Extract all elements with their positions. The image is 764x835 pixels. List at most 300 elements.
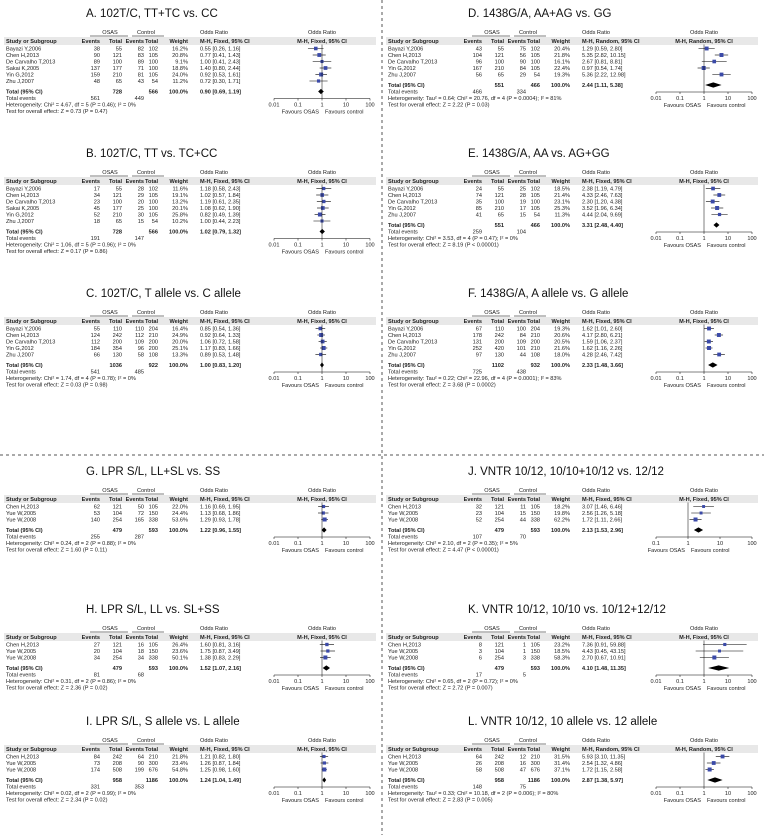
weight-value: 16.1% [554, 59, 570, 66]
weight-value: 37.1% [554, 767, 570, 774]
weight-header: Weight [551, 39, 570, 45]
panel-j [386, 466, 758, 554]
total-events-label: Total events [388, 369, 418, 376]
osas-header: OSAS [484, 488, 500, 494]
effect-square [719, 53, 723, 57]
x-tick-label: 0.1 [294, 541, 302, 547]
effect-square [712, 656, 716, 660]
osas-total: 100 [494, 199, 504, 206]
osas-total: 104 [112, 511, 122, 517]
or-header-right: Odds Ratio [690, 170, 718, 176]
favours-osas-label: Favours OSAS [281, 249, 319, 256]
or-header-left: Odds Ratio [582, 170, 610, 176]
control-events: 34 [137, 655, 144, 662]
total-events-label: Total events [388, 229, 418, 236]
panel-f [386, 288, 758, 389]
odds-ratio-ci: 0.89 [0.53, 1.48] [200, 352, 241, 359]
x-tick-label: 1 [702, 236, 706, 242]
table-row [388, 505, 714, 511]
pooled-diamond [694, 527, 703, 532]
pooled-odds-ratio: 2.87 [1.38, 5.97] [582, 778, 624, 784]
study-name: Chen H,2013 [388, 333, 421, 339]
control-total: 338 [530, 655, 540, 662]
osas-total: 110 [495, 326, 504, 333]
osas-events: 96 [475, 59, 482, 66]
study-name: De Carvalho T,2013 [388, 339, 438, 346]
study-name: Yue W,2008 [388, 517, 419, 524]
weight-value: 16.4% [172, 326, 188, 333]
odds-ratio-ci: 1.38 [0.83, 2.29] [200, 655, 241, 662]
weight-header: Weight [169, 319, 188, 325]
control-total-header: Total [527, 319, 540, 325]
table-row [6, 656, 331, 662]
odds-ratio-ci: 2.67 [0.81, 8.81] [582, 59, 623, 66]
osas-total: 65 [497, 212, 504, 219]
x-tick-label: 1 [702, 376, 706, 382]
osas-header: OSAS [102, 310, 118, 316]
osas-events: 23 [475, 511, 482, 517]
x-tick-label: 1 [702, 679, 706, 685]
osas-total-header: Total [109, 39, 122, 45]
table-row [6, 643, 334, 649]
table-row [388, 643, 747, 649]
osas-total: 242 [112, 333, 122, 339]
osas-events: 64 [475, 754, 482, 761]
table-row [6, 66, 331, 72]
control-events: 16 [137, 642, 144, 649]
overall-effect-test: Test for overall effect: Z = 2.83 (P = 0.005) [388, 797, 493, 804]
table-row [6, 518, 328, 524]
x-tick-label: 10 [716, 541, 724, 547]
osas-total: 100 [112, 199, 122, 206]
model-header-left: M-H, Fixed, 95% CI [200, 747, 250, 753]
total-events-label: Total events [388, 672, 418, 679]
x-tick-label: 10 [724, 236, 732, 242]
weight-value: 20.8% [172, 53, 188, 59]
x-tick-label: 0.1 [294, 102, 302, 109]
osas-events-sum: 81 [93, 672, 100, 679]
osas-total: 242 [494, 333, 504, 339]
total-label: Total (95% CI) [6, 89, 43, 96]
study-name: Zhu J,2007 [388, 212, 416, 219]
odds-ratio-ci: 0.97 [0.54, 1.74] [582, 66, 623, 72]
odds-ratio-ci: 2.70 [0.67, 10.91] [582, 655, 626, 662]
osas-total: 65 [115, 79, 122, 85]
x-tick-label: 100 [365, 679, 375, 685]
panel-l [386, 716, 758, 804]
effect-square [707, 340, 711, 344]
or-header-right: Odds Ratio [308, 488, 336, 494]
osas-total: 130 [112, 352, 122, 359]
osas-total-header: Total [491, 319, 504, 325]
control-total-sum: 593 [148, 528, 158, 534]
control-events: 100 [516, 326, 526, 333]
control-events: 64 [137, 754, 144, 761]
table-row [6, 340, 327, 346]
model-header-right: M-H, Fixed, 95% CI [679, 635, 729, 641]
control-events-header: Events [125, 747, 144, 753]
table-row [388, 761, 720, 767]
x-tick-label: 100 [747, 541, 757, 547]
osas-events-header: Events [463, 635, 482, 641]
osas-events-header: Events [463, 497, 482, 503]
osas-events: 131 [472, 339, 482, 346]
osas-events-sum: 331 [90, 784, 100, 791]
panel-title: D. 1438G/A, AA+AG vs. GG [468, 8, 612, 20]
control-events-header: Events [507, 39, 526, 45]
x-tick-label: 10 [342, 541, 350, 547]
effect-square [319, 327, 323, 331]
overall-effect-test: Test for overall effect: Z = 8.19 (P < 0.00001) [388, 242, 499, 249]
x-tick-label: 0.1 [294, 679, 302, 685]
control-total: 105 [530, 206, 540, 212]
study-name: Yin G,2012 [6, 212, 34, 219]
or-header-left: Odds Ratio [200, 626, 228, 632]
model-header-left: M-H, Fixed, 95% CI [200, 497, 250, 503]
effect-square [694, 518, 698, 522]
control-events: 44 [519, 352, 526, 359]
total-row [388, 82, 722, 89]
osas-header: OSAS [484, 170, 500, 176]
weight-value: 21.8% [172, 754, 188, 761]
control-total-sum: 593 [148, 666, 158, 672]
control-header: Control [518, 626, 538, 632]
osas-total: 200 [112, 339, 122, 346]
study-name: Bayazi Y,2006 [6, 46, 42, 53]
panel-i [4, 716, 376, 804]
pooled-odds-ratio: 1.02 [0.79, 1.32] [200, 229, 242, 236]
osas-events-sum: 107 [472, 534, 482, 541]
control-total: 105 [530, 193, 540, 199]
control-total: 338 [148, 655, 158, 662]
x-tick-label: 10 [724, 376, 732, 382]
pooled-odds-ratio: 2.44 [1.11, 5.38] [582, 83, 623, 89]
total-row [6, 777, 326, 784]
study-name: Yue W,2005 [6, 649, 37, 655]
weight-value: 19.3% [554, 72, 570, 79]
effect-square [321, 340, 325, 344]
table-row [6, 505, 329, 511]
effect-square [325, 643, 328, 646]
osas-total: 55 [497, 186, 504, 193]
osas-total-sum: 728 [112, 229, 122, 236]
control-total: 150 [148, 649, 158, 655]
heterogeneity-stats: Heterogeneity: Chi² = 2.10, df = 2 (P = 0.35); I² = 5% [388, 541, 518, 547]
panel-title: I. LPR S/L, S allele vs. L allele [86, 716, 240, 728]
osas-total: 208 [494, 761, 504, 767]
or-header-right: Odds Ratio [308, 738, 336, 744]
osas-total: 508 [112, 767, 122, 774]
weight-value: 18.5% [554, 186, 570, 193]
control-total-header: Total [527, 497, 540, 503]
x-tick-label: 0.1 [294, 791, 302, 797]
total-events-label: Total events [6, 784, 36, 791]
model-header-right: M-H, Fixed, 95% CI [297, 39, 347, 45]
osas-events-sum: 148 [472, 784, 482, 791]
total-weight: 100.0% [169, 778, 188, 784]
study-name: Chen H,2013 [388, 754, 421, 761]
overall-effect-test: Test for overall effect: Z = 4.47 (P < 0.00001) [388, 547, 499, 554]
osas-total-sum: 551 [494, 223, 504, 229]
osas-header: OSAS [484, 310, 500, 316]
weight-value: 53.6% [172, 517, 188, 524]
osas-total-sum: 479 [112, 666, 122, 672]
panel-title: C. 102T/C, T allele vs. C allele [86, 288, 241, 300]
table-row [6, 761, 328, 767]
odds-ratio-ci: 1.60 [0.81, 3.16] [200, 642, 241, 649]
heterogeneity-stats: Heterogeneity: Chi² = 0.31, df = 2 (P = 0.86); I² = 0% [6, 679, 136, 685]
control-total: 54 [151, 219, 158, 225]
control-total-sum: 593 [530, 528, 540, 534]
control-events-sum: 287 [134, 534, 144, 541]
weight-value: 10.2% [172, 219, 188, 225]
odds-ratio-ci: 1.40 [0.80, 2.44] [200, 66, 241, 72]
odds-ratio-ci: 2.38 [1.19, 4.79] [582, 186, 623, 193]
weight-value: 23.4% [172, 761, 188, 767]
overall-effect-test: Test for overall effect: Z = 2.72 (P = 0.007) [388, 685, 493, 692]
x-tick-label: 0.01 [268, 242, 280, 249]
x-tick-label: 10 [724, 791, 732, 797]
weight-value: 25.3% [554, 206, 570, 212]
panel-title: J. VNTR 10/12, 10/10+10/12 vs. 12/12 [468, 466, 664, 478]
control-header: Control [518, 738, 538, 744]
favours-control-label: Favours control [325, 686, 364, 692]
panel-b [4, 148, 376, 256]
odds-ratio-ci: 7.36 [0.91, 59.88] [582, 642, 626, 649]
odds-ratio-ci: 1.21 [0.82, 1.80] [200, 754, 241, 761]
x-tick-label: 1 [320, 791, 324, 797]
control-events: 110 [135, 326, 144, 333]
control-total-header: Total [527, 747, 540, 753]
total-events-label: Total events [6, 534, 36, 541]
osas-events: 6 [478, 655, 482, 662]
table-row [6, 346, 327, 352]
overall-effect-test: Test for overall effect: Z = 1.60 (P = 0.11) [6, 547, 108, 554]
odds-ratio-ci: 2.30 [1.20, 4.38] [582, 199, 623, 206]
table-row [6, 53, 326, 59]
total-weight: 100.0% [169, 229, 188, 236]
pooled-diamond [708, 665, 729, 670]
odds-ratio-ci: 1.16 [0.69, 1.95] [200, 504, 241, 511]
model-header-right: M-H, Fixed, 95% CI [297, 747, 347, 753]
control-total: 108 [530, 352, 540, 359]
table-row [388, 518, 702, 524]
or-header-left: Odds Ratio [200, 488, 228, 494]
control-header: Control [136, 738, 156, 744]
weight-value: 20.5% [554, 339, 570, 346]
total-row [6, 362, 324, 369]
model-header-left: M-H, Fixed, 95% CI [582, 179, 632, 185]
osas-total: 254 [494, 517, 504, 524]
control-total-header: Total [527, 39, 540, 45]
control-total-sum: 932 [530, 363, 540, 369]
weight-value: 11.6% [172, 186, 188, 193]
x-tick-label: 100 [747, 791, 757, 797]
control-total: 150 [530, 511, 540, 517]
control-header: Control [518, 310, 538, 316]
weight-value: 54.8% [172, 767, 188, 774]
favours-control-label: Favours control [707, 103, 746, 109]
study-name: De Carvalho T,2013 [6, 59, 56, 66]
x-tick-label: 10 [342, 376, 350, 382]
osas-events-sum: 17 [475, 672, 482, 679]
osas-events: 26 [475, 761, 482, 767]
osas-events-header: Events [463, 179, 482, 185]
control-events: 58 [137, 352, 144, 359]
effect-square [717, 353, 721, 357]
weight-value: 13.3% [172, 352, 188, 359]
control-total: 204 [148, 326, 158, 333]
favours-osas-label: Favours OSAS [281, 109, 319, 116]
model-header-left: M-H, Fixed, 95% CI [582, 635, 632, 641]
osas-events-header: Events [81, 179, 100, 185]
study-name: Yue W,2005 [388, 649, 419, 655]
heterogeneity-stats: Heterogeneity: Tau² = 0.33; Chi² = 10.18, df = 2 (P = 0.006); I² = 80% [388, 791, 559, 797]
effect-square [702, 505, 705, 508]
x-tick-label: 100 [365, 376, 375, 382]
pooled-diamond [318, 89, 324, 94]
control-events: 83 [137, 53, 144, 59]
control-total: 338 [148, 517, 158, 524]
favours-control-label: Favours control [325, 109, 364, 116]
control-events-sum: 70 [519, 534, 526, 541]
control-events-sum: 5 [522, 672, 526, 679]
control-total-sum: 466 [530, 83, 540, 89]
control-events-sum: 353 [134, 784, 144, 791]
x-tick-label: 0.01 [650, 791, 662, 797]
effect-square [317, 53, 321, 57]
heterogeneity-stats: Heterogeneity: Chi² = 1.06, df = 5 (P = 0.96); I² = 0% [6, 242, 136, 249]
favours-osas-label: Favours OSAS [663, 686, 701, 692]
osas-total: 242 [494, 754, 504, 761]
osas-events: 18 [93, 219, 100, 225]
favours-osas-label: Favours OSAS [663, 243, 701, 249]
or-header-right: Odds Ratio [690, 488, 718, 494]
weight-value: 24.4% [172, 511, 188, 517]
study-name: Zhu J,2007 [6, 352, 34, 359]
osas-total: 55 [115, 46, 122, 53]
or-header-left: Odds Ratio [582, 488, 610, 494]
control-total: 100 [148, 59, 158, 66]
x-tick-label: 10 [342, 102, 350, 109]
study-column-header: Study or Subgroup [388, 319, 439, 325]
weight-value: 50.1% [172, 655, 188, 662]
odds-ratio-ci: 5.36 [2.22, 12.98] [582, 72, 626, 79]
osas-total: 177 [112, 206, 122, 212]
table-row [388, 200, 719, 206]
control-events-header: Events [125, 319, 144, 325]
panel-a [4, 8, 376, 116]
control-total: 105 [148, 642, 158, 649]
osas-events: 104 [472, 53, 482, 59]
table-row [388, 60, 727, 66]
control-events-header: Events [507, 497, 526, 503]
favours-osas-label: Favours OSAS [281, 686, 319, 692]
x-tick-label: 100 [365, 541, 375, 547]
study-name: Bayazi Y,2006 [388, 326, 424, 333]
control-header: Control [136, 310, 156, 316]
odds-ratio-ci: 2.54 [1.32, 4.86] [582, 761, 623, 767]
osas-total-sum: 1102 [491, 363, 504, 369]
control-events: 56 [519, 53, 526, 59]
table-row [6, 187, 331, 193]
panel-k [386, 604, 758, 692]
total-label: Total (95% CI) [388, 666, 425, 672]
osas-total-sum: 728 [112, 89, 122, 96]
osas-events: 137 [90, 66, 100, 72]
control-events: 18 [137, 649, 144, 655]
control-total-header: Total [145, 747, 158, 753]
osas-total: 254 [494, 655, 504, 662]
control-events: 19 [519, 199, 526, 206]
osas-events: 67 [475, 326, 482, 333]
weight-value: 16.2% [172, 46, 188, 53]
weight-value: 11.2% [172, 79, 188, 85]
weight-value: 18.0% [554, 352, 570, 359]
study-name: Chen H,2013 [6, 333, 39, 339]
study-name: Yue W,2005 [6, 761, 37, 767]
osas-events: 90 [93, 53, 100, 59]
or-header-left: Odds Ratio [582, 310, 610, 316]
control-events: 101 [516, 346, 526, 352]
x-tick-label: 0.01 [268, 541, 280, 547]
osas-total-sum: 479 [112, 528, 122, 534]
or-header-left: Odds Ratio [200, 30, 228, 36]
pooled-odds-ratio: 3.31 [2.48, 4.40] [582, 223, 624, 229]
control-events-header: Events [507, 747, 526, 753]
study-name: Zhu J,2007 [388, 352, 416, 359]
control-events: 11 [520, 504, 526, 511]
odds-ratio-ci: 1.19 [0.61, 2.35] [200, 199, 241, 206]
total-weight: 100.0% [169, 363, 188, 369]
osas-total: 100 [494, 59, 504, 66]
table-row [388, 768, 714, 774]
osas-events: 35 [475, 199, 482, 206]
total-weight: 100.0% [169, 89, 188, 96]
osas-events-header: Events [81, 635, 100, 641]
effect-square [711, 187, 715, 191]
odds-ratio-ci: 1.18 [0.58, 2.43] [200, 186, 241, 193]
x-tick-label: 10 [342, 791, 350, 797]
control-total: 105 [148, 193, 158, 199]
study-name: Zhu J,2007 [388, 72, 416, 79]
odds-ratio-ci: 4.28 [2.46, 7.42] [582, 352, 623, 359]
control-total-sum: 566 [148, 89, 158, 96]
total-row [388, 222, 719, 229]
control-total-header: Total [145, 319, 158, 325]
control-events: 84 [519, 333, 526, 339]
study-name: Yue W,2008 [388, 655, 419, 662]
favours-osas-label: Favours OSAS [663, 383, 701, 389]
or-header-right: Odds Ratio [308, 30, 336, 36]
total-events-label: Total events [388, 784, 418, 791]
or-header-left: Odds Ratio [582, 30, 610, 36]
odds-ratio-ci: 1.00 [0.44, 2.23] [200, 219, 241, 225]
control-total: 105 [148, 504, 158, 511]
effect-square [322, 755, 325, 758]
osas-total: 508 [494, 767, 504, 774]
control-total: 105 [148, 72, 158, 79]
study-name: Bayazi Y,2006 [388, 46, 424, 53]
table-row [6, 200, 331, 206]
osas-total: 110 [113, 326, 122, 333]
control-events-header: Events [125, 497, 144, 503]
osas-events: 20 [93, 649, 100, 655]
osas-total: 55 [497, 46, 504, 53]
table-row [388, 53, 728, 59]
x-tick-label: 100 [747, 96, 757, 102]
osas-events: 34 [93, 655, 100, 662]
